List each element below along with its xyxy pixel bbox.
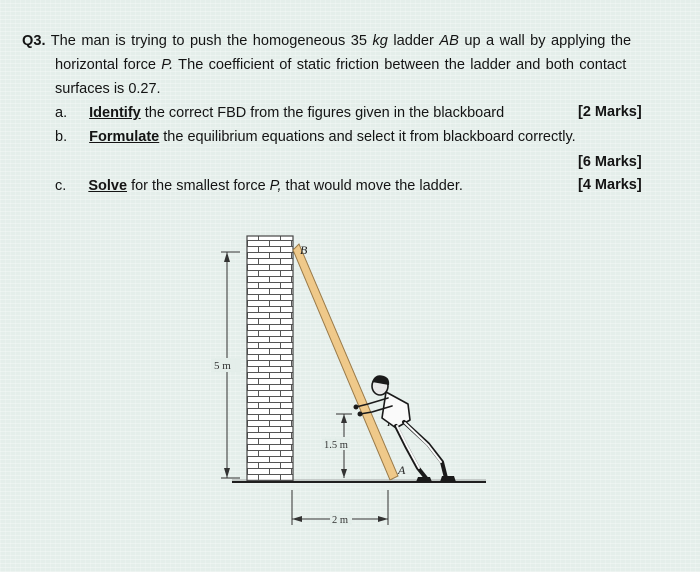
question-text-1a: The man is trying to push the homogeneous 35: [50, 33, 367, 49]
part-a-marks: [2 Marks]: [578, 104, 642, 120]
part-c-keyword: Solve: [88, 178, 128, 194]
force-variable: P.: [161, 57, 174, 73]
part-b-label: b.: [55, 129, 68, 145]
part-c-label: c.: [55, 178, 67, 194]
part-a-keyword: Identify: [89, 105, 141, 121]
height-label: 5 m: [214, 360, 231, 372]
base-label: 2 m: [332, 515, 349, 526]
part-c-text-b: that would move the ladder.: [285, 178, 463, 194]
point-b-label: B: [300, 243, 308, 257]
part-a-label: a.: [55, 105, 68, 121]
question-text-2b: The coefficient of static friction between the ladder and both contact: [178, 57, 627, 73]
brick-wall: [247, 236, 293, 482]
ladder-name: AB: [439, 33, 459, 49]
point-a-label: A: [398, 463, 406, 477]
part-b-keyword: Formulate: [89, 129, 160, 145]
part-c-text-a: for the smallest force: [131, 178, 266, 194]
question-text-1c: up a wall by applying the: [464, 33, 632, 49]
part-b-text: the equilibrium equations and select it from blackboard correctly.: [163, 129, 576, 145]
push-height-label: 1.5 m: [324, 440, 348, 451]
question-text-3: surfaces is 0.27.: [55, 81, 161, 97]
part-b-marks: [6 Marks]: [578, 154, 642, 170]
question-text-2a: horizontal force: [55, 57, 156, 73]
part-c-force: P,: [269, 178, 282, 194]
question-number: Q3.: [22, 33, 46, 49]
part-a-text: the correct FBD from the figures given in the blackboard: [144, 105, 505, 121]
mass-unit: kg: [372, 33, 388, 49]
part-c-marks: [4 Marks]: [578, 177, 642, 193]
question-text-1b: ladder: [393, 33, 434, 49]
